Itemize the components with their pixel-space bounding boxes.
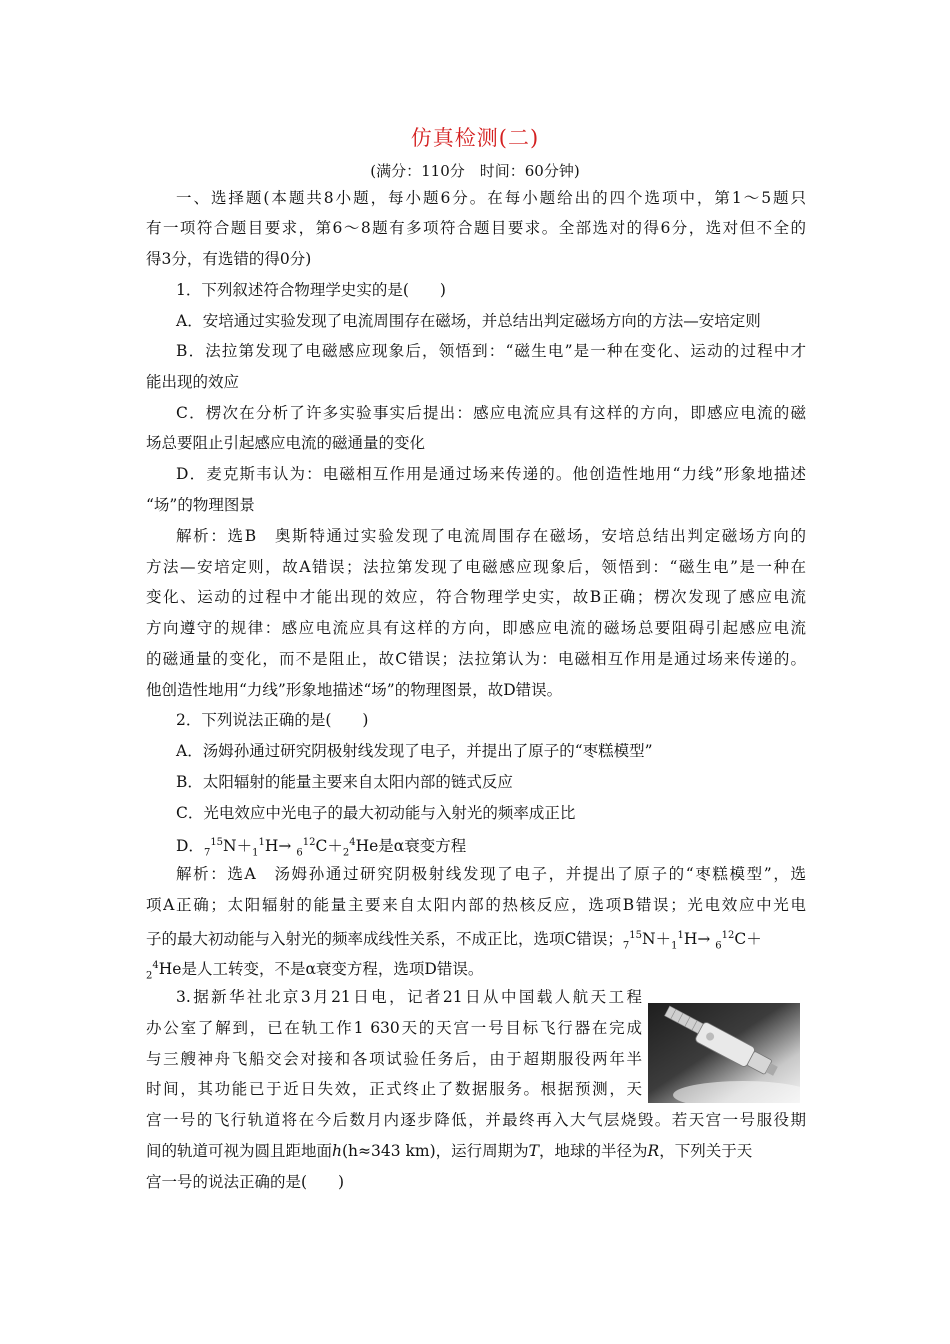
analysis-text: 子的最大初动能与入射光的频率成线性关系，不成正比，选项C错误； <box>146 930 623 949</box>
score-time-info: (满分：110分 时间：60分钟) <box>370 162 580 180</box>
question-2-analysis-line-3 <box>146 925 762 957</box>
section-instructions-line-2: 有一项符合题目要求，第6～8题有多项符合题目要求。全部选对的得6分，选对但不全的 <box>146 219 806 237</box>
nitrogen-mass-number: 15 <box>629 930 642 941</box>
period-variable: T <box>528 1142 540 1160</box>
page-title: 仿真检测(二) <box>410 126 540 150</box>
analysis-text: He是人工转变，不是α衰变方程，选项D错误。 <box>158 960 484 979</box>
carbon-mass-number: 12 <box>302 837 316 848</box>
carbon-symbol: C＋ <box>315 837 343 856</box>
hydrogen-symbol: H <box>683 930 698 949</box>
helium-mass-number: 4 <box>349 837 356 848</box>
question-1-option-d-line-2: “场”的物理图景 <box>146 496 255 514</box>
section-instructions-line-1: 一、选择题(本题共8小题，每小题6分。在每小题给出的四个选项中，第1～5题只 <box>176 189 806 207</box>
hydrogen-atomic-number: 1 <box>252 847 259 859</box>
nitrogen-atomic-number: 7 <box>203 847 211 859</box>
question-1-option-b-line-1: B．法拉第发现了电磁感应现象后，领悟到：“磁生电”是一种在变化、运动的过程中才 <box>176 342 806 360</box>
question-2-analysis-line-4 <box>146 955 483 987</box>
question-1-option-c-line-2: 场总要阻止引起感应电流的磁通量的变化 <box>146 434 426 452</box>
helium-symbol: He <box>355 837 379 856</box>
question-2-option-a: A．汤姆孙通过研究阴极射线发现了电子，并提出了原子的“枣糕模型” <box>176 742 653 760</box>
helium-atomic-number: 2 <box>342 847 350 859</box>
hydrogen-symbol: H <box>264 837 279 856</box>
question-1-analysis-line-5: 的磁通量的变化，而不是阻止，故C错误；法拉第认为：电磁相互作用是通过场来传递的。 <box>146 650 806 668</box>
helium-mass-number: 4 <box>152 960 159 971</box>
question-1-analysis-line-1: 解析：选B 奥斯特通过实验发现了电流周围存在磁场，安培总结出判定磁场方向的 <box>176 527 806 545</box>
question-3-stem-line-4: 时间，其功能已于近日失效，正式终止了数据服务。根据预测，天 <box>146 1080 642 1098</box>
question-1-analysis-line-6: 他创造性地用“力线”形象地描述“场”的物理图景，故D错误。 <box>146 681 563 699</box>
question-3-stem-line-5: 宫一号的飞行轨道将在今后数月内逐步降低，并最终再入大气层烧毁。若天宫一号服役期 <box>146 1111 806 1129</box>
section-instructions-line-3: 得3分，有选错的得0分) <box>146 250 312 268</box>
reaction-arrow-icon: → <box>278 837 292 856</box>
question-1-analysis-line-2: 方法—安培定则，故A错误；法拉第发现了电磁感应现象后，领悟到：“磁生电”是一种在 <box>146 558 806 576</box>
radius-variable: R <box>647 1142 660 1160</box>
question-2-stem: 2．下列说法正确的是( ) <box>176 711 369 729</box>
question-3-stem-line-7: 宫一号的说法正确的是( ) <box>146 1173 345 1191</box>
option-d-suffix: 是α衰变方程 <box>378 837 467 856</box>
spacecraft-icon <box>648 1003 800 1103</box>
height-value: (h≈343 km)，运行周期为 <box>342 1142 529 1160</box>
question-2-analysis-line-2: 项A正确；太阳辐射的能量主要来自太阳内部的热核反应，选项B错误；光电效应中光电 <box>146 896 806 914</box>
question-2-option-d <box>176 832 466 864</box>
stem-text: ，下列关于天 <box>659 1142 753 1160</box>
question-1-option-a: A．安培通过实验发现了电流周围存在磁场，并总结出判定磁场方向的方法—安培定则 <box>176 312 761 330</box>
hydrogen-mass-number: 1 <box>677 930 684 941</box>
helium-atomic-number: 2 <box>146 970 153 982</box>
question-3-stem-line-6 <box>146 1140 752 1162</box>
question-1-option-c-line-1: C．楞次在分析了许多实验事实后提出：感应电流应具有这样的方向，即感应电流的磁 <box>176 404 806 422</box>
question-1-analysis-line-4: 方向遵守的规律：感应电流应具有这样的方向，即感应电流的磁场总要阻碍引起感应电流 <box>146 619 806 637</box>
stem-text: ，地球的半径为 <box>539 1142 648 1160</box>
stem-text: 间的轨道可视为圆且距地面 <box>146 1142 333 1160</box>
question-1-analysis-line-3: 变化、运动的过程中才能出现的效应，符合物理学史实，故B正确；楞次发现了感应电流 <box>146 588 806 606</box>
hydrogen-atomic-number: 1 <box>671 940 678 952</box>
carbon-atomic-number: 6 <box>715 940 722 952</box>
question-3-stem-line-1: 3.据新华社北京3月21日电，记者21日从中国载人航天工程 <box>176 988 642 1006</box>
reaction-arrow-icon: → <box>697 930 711 949</box>
nitrogen-atomic-number: 7 <box>622 940 630 952</box>
nitrogen-mass-number: 15 <box>210 837 224 848</box>
question-2-option-c: C．光电效应中光电子的最大初动能与入射光的频率成正比 <box>176 804 576 822</box>
carbon-symbol: C＋ <box>734 930 762 949</box>
carbon-mass-number: 12 <box>721 930 735 941</box>
nitrogen-symbol: N＋ <box>641 930 672 949</box>
question-1-option-d-line-1: D．麦克斯韦认为：电磁相互作用是通过场来传递的。他创造性地用“力线”形象地描述 <box>176 465 806 483</box>
question-2-option-b: B．太阳辐射的能量主要来自太阳内部的链式反应 <box>176 773 513 791</box>
question-1-option-b-line-2: 能出现的效应 <box>146 373 240 391</box>
question-2-analysis-line-1: 解析：选A 汤姆孙通过研究阴极射线发现了电子，并提出了原子的“枣糕模型”，选 <box>176 865 806 883</box>
height-variable: h <box>332 1142 342 1160</box>
question-3-stem-line-3: 与三艘神舟飞船交会对接和各项试验任务后，由于超期服役两年半 <box>146 1050 642 1068</box>
tiangong-spacecraft-photo <box>648 1003 800 1103</box>
hydrogen-mass-number: 1 <box>258 837 265 848</box>
question-1-stem: 1．下列叙述符合物理学史实的是( ) <box>176 281 446 299</box>
nitrogen-symbol: N＋ <box>223 837 253 856</box>
carbon-atomic-number: 6 <box>296 847 303 859</box>
option-d-prefix: D． <box>176 837 204 856</box>
question-3-stem-line-2: 办公室了解到，已在轨工作1 630天的天宫一号目标飞行器在完成 <box>146 1019 642 1037</box>
